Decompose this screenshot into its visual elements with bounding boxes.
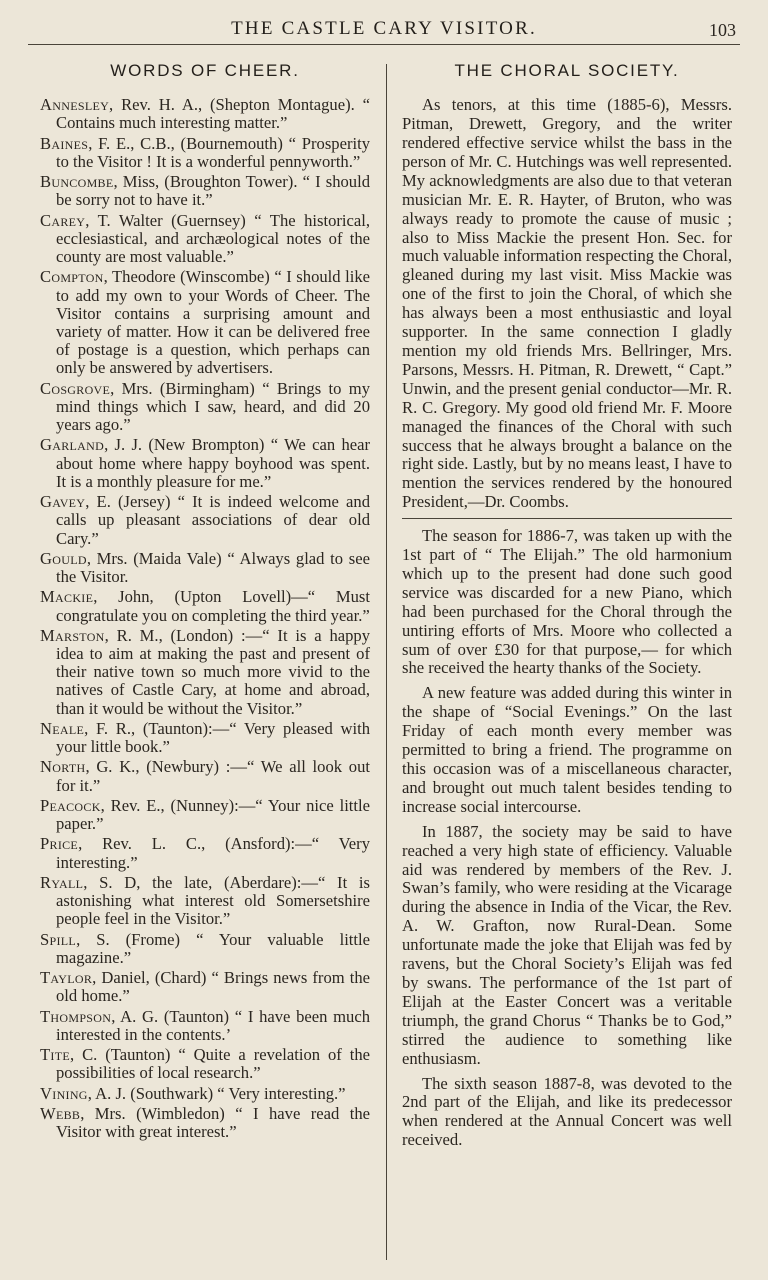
entry-text: , J. J. (New Brompton) “ We can hear about home where happy boyhood was spent. It is a monthly pleasure for me.” (56, 435, 370, 491)
right-column (402, 58, 732, 1156)
entry-text: , Rev. E., (Nunney):—“ Your nice little paper.” (56, 795, 370, 834)
entry-text: , Mrs. (Wimbledon) “ I have read the Visitor with great interest.” (56, 1103, 370, 1142)
entry (40, 969, 370, 1005)
entry (40, 173, 370, 209)
entry-name: North (40, 757, 86, 777)
entry-text: , Miss, (Broughton Tower). “ I should be sorry not to have it.” (56, 172, 370, 210)
running-title: THE CASTLE CARY VISITOR. (231, 18, 537, 39)
entry-text: , T. Walter (Guernsey) “ The historical, ecclesiastical, and archæological notes of the county are most valuable.” (56, 210, 370, 267)
entry-text: , F. R., (Taunton):—“ Very pleased with your little book.” (56, 718, 370, 757)
entry-name: Marston (40, 625, 105, 645)
left-column (40, 58, 370, 1143)
article-paragraph: A new feature was added during this winter in the shape of “Social Evenings.” On the last Friday of each month every member was permitted to bring a friend. The programme on this occasion was of a miscellaneous character, and brought out much talent besides tending to increase social intercourse. (402, 683, 732, 816)
entry-text: , S. D, the late, (Aberdare):—“ It is astonishing what interest old Somersetshire people feel in the Visitor.” (56, 872, 370, 929)
entry (40, 1008, 370, 1044)
entry-name: Baines (40, 133, 89, 153)
entry (40, 1046, 370, 1082)
entry (40, 931, 370, 967)
article-paragraph: As tenors, at this time (1885-6), Messrs. Pitman, Drewett, Gregory, and the writer rendered effective service whilst the bass in the person of Mr. C. Hutchings was well represented. My acknowledgments are also due to that veteran musician Mr. E. R. Hayter, of Bruton, who was always ready to promote the cause of music ; also to Miss Mackie the present Hon. Sec. for much valuable information respecting the Choral, gleaned during my last visit. Miss Mackie was one of the first to join the Choral, of which she has always been a most enthusiastic and loyal supporter. In the same connection I gladly mention my old friends Mrs. Bellringer, Mrs. Parsons, Messrs. H. Pitman, R. Drewett, “ Capt.” Unwin, and the present genial conductor—Mr. R. R. C. Gregory. My good old friend Mr. F. Moore managed the finances of the Choral with such success that he always brought a balance on the right side. Lastly, but by no means least, I have to mention the services rendered by the honoured President,—Dr. Coombs. (402, 95, 732, 512)
entry-name: Buncombe (40, 172, 114, 192)
entry-text: , R. M., (London) :—“ It is a happy idea to aim at making the past and present of their native town so much more vivid to the natives of Castle Cary, at home and abroad, than it would be without the Visitor.” (56, 625, 370, 718)
entry-text: , Theodore (Winscombe) “ I should like to add my own to your Words of Cheer. The Visitor contains a surprising amount and variety of matter. How it can be delivered free of postage is a question, which perhaps can only be answered by advertisers. (56, 267, 370, 378)
column-divider (386, 64, 387, 1260)
entry-text: , S. (Frome) “ Your valuable little magazine.” (56, 929, 370, 967)
entry-name: Ryall (40, 872, 84, 892)
entry-name: Mackie (40, 587, 94, 607)
running-head (0, 14, 768, 44)
entry-name: Garland (40, 435, 105, 455)
entry (40, 835, 370, 871)
entry-name: Vining (40, 1083, 88, 1103)
paragraph-rule (402, 518, 732, 519)
entry (40, 758, 370, 794)
entry-name: Cosgrove (40, 378, 111, 398)
entry-name: Price (40, 834, 79, 854)
entry-text: , A. G. (Taunton) “ I have been much interested in the contents.’ (56, 1006, 370, 1044)
entry (40, 135, 370, 171)
entry (40, 874, 370, 929)
entry (40, 627, 370, 718)
entry (40, 380, 370, 435)
entry-text: , John, (Upton Lovell)—“ Must congratulate you on completing the third year.” (56, 587, 370, 625)
entry-name: Thompson (40, 1006, 112, 1026)
section-heading-choral-society: THE CHORAL SOCIETY. (454, 61, 680, 80)
entry-name: Compton (40, 267, 104, 287)
entry-name: Peacock (40, 795, 101, 815)
article-paragraph: The season for 1886-7, was taken up with the 1st part of “ The Elijah.” The old harmonium which up to the present had done such good service was discarded for a new Piano, which had been purchased for the Choral through the untiring efforts of Mrs. Moore who collected a sum of over £30 for that purpose,— for which she received the hearty thanks of the Society. (402, 526, 732, 678)
entry (40, 493, 370, 548)
entry (40, 96, 370, 132)
entry-text: , Rev. H. A., (Shepton Montague). “ Contains much interesting matter.” (56, 95, 370, 133)
entry-name: Webb (40, 1103, 81, 1123)
entry (40, 588, 370, 624)
entry-name: Annesley (40, 95, 110, 115)
entry-name: Neale (40, 718, 85, 738)
entry (40, 550, 370, 586)
article-paragraph: In 1887, the society may be said to have reached a very high state of efficiency. Valuable aid was rendered by members of the Rev. J. Swan’s family, who were residing at the Vicarage during the absence in India of the Vicar, the Rev. A. W. Grafton, now Rural-Dean. Some unfortunate made the joke that Elijah was fed by ravens, but the Choral Society’s Elijah was fed by swans. The performance of the 1st part of Elijah at the Easter Concert was a veritable triumph, the grand Chorus “ Thanks be to God,” stirred the audience to something like enthusiasm. (402, 821, 732, 1068)
entry (40, 436, 370, 491)
entry-name: Taylor (40, 968, 93, 988)
section-heading-words-of-cheer: WORDS OF CHEER. (110, 61, 300, 80)
entry-text: , Mrs. (Maida Vale) “ Always glad to see the Visitor. (56, 548, 370, 587)
entry-list (40, 96, 370, 1141)
entry-text: , C. (Taunton) “ Quite a revelation of the possibilities of local research.” (56, 1045, 370, 1083)
entry-text: , Mrs. (Birmingham) “ Brings to my mind things which I saw, heard, and did 20 years ago.” (56, 378, 370, 435)
entry (40, 268, 370, 377)
header-rule (28, 44, 740, 45)
article-paragraph: The sixth season 1887-8, was devoted to the 2nd part of the Elijah, and like its predecessor when rendered at the Annual Concert was well received. (402, 1073, 732, 1150)
entry-name: Gould (40, 548, 87, 568)
entry-text: , Daniel, (Chard) “ Brings news from the old home.” (56, 968, 370, 1006)
entry-text: , E. (Jersey) “ It is indeed welcome and calls up pleasant associations of dear old Cary.” (56, 492, 370, 548)
entry-text: , F. E., C.B., (Bournemouth) “ Prosperity to the Visitor ! It is a wonderful pennyworth.” (56, 133, 370, 171)
entry-name: Gavey (40, 492, 86, 512)
entry-name: Carey (40, 210, 86, 230)
page-number: 103 (709, 20, 736, 40)
entry-text: , G. K., (Newbury) :—“ We all look out for it.” (56, 757, 370, 795)
entry-text: , Rev. L. C., (Ansford):—“ Very interesting.” (56, 834, 370, 872)
entry-text: , A. J. (Southwark) “ Very interesting.” (87, 1083, 346, 1103)
entry (40, 1105, 370, 1141)
entry (40, 720, 370, 756)
entry (40, 1085, 370, 1103)
entry-name: Tite (40, 1045, 70, 1065)
entry (40, 212, 370, 267)
entry-name: Spill (40, 929, 77, 949)
entry (40, 797, 370, 833)
